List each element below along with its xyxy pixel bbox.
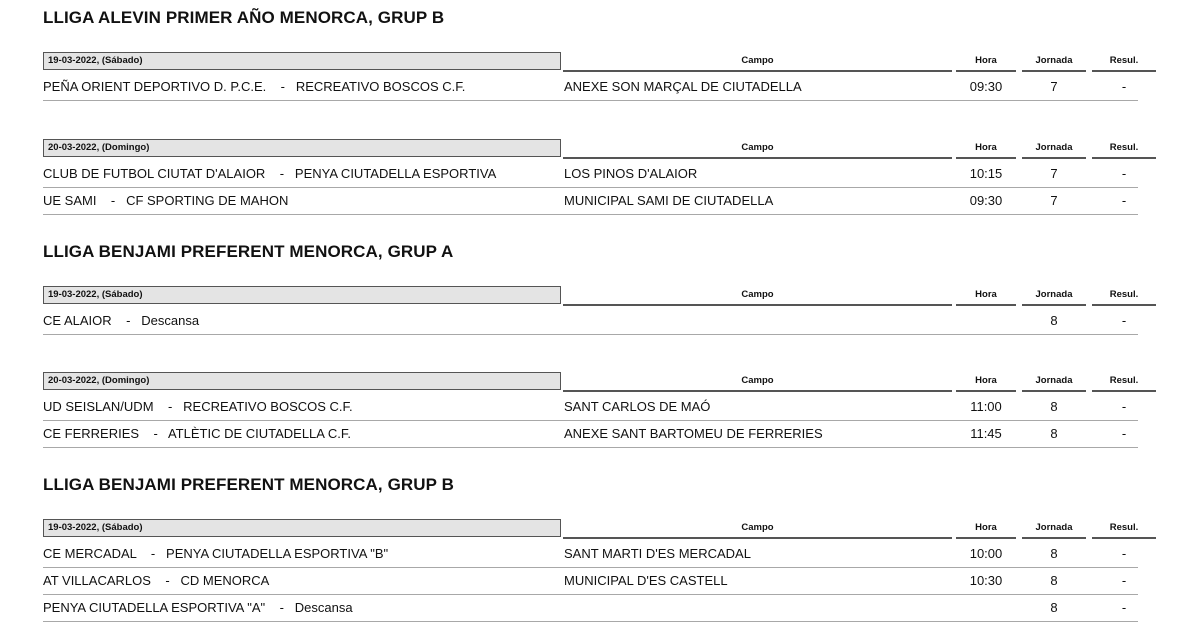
column-header-jornada: Jornada xyxy=(1022,141,1086,159)
column-header-hora: Hora xyxy=(956,288,1016,306)
match-result: - xyxy=(1121,600,1127,615)
match-result: - xyxy=(1121,573,1127,588)
match-teams: PEÑA ORIENT DEPORTIVO D. P.C.E. - RECREATIVO BOSCOS C.F. xyxy=(43,79,466,94)
match-teams: CE MERCADAL - PENYA CIUTADELLA ESPORTIVA "B" xyxy=(43,546,389,561)
match-teams: CE FERRERIES - ATLÈTIC DE CIUTADELLA C.F. xyxy=(43,426,351,441)
day-header xyxy=(43,286,1163,308)
column-header-jornada: Jornada xyxy=(1022,288,1086,306)
column-header-hora: Hora xyxy=(956,521,1016,539)
match-row xyxy=(43,161,1138,188)
match-row xyxy=(43,595,1138,622)
day-block xyxy=(43,139,1163,215)
match-jornada: 8 xyxy=(1050,546,1058,561)
match-campo: MUNICIPAL SAMI DE CIUTADELLA xyxy=(564,193,774,208)
match-campo: SANT CARLOS DE MAÓ xyxy=(564,399,711,414)
match-campo: MUNICIPAL D'ES CASTELL xyxy=(564,573,728,588)
match-hora: 11:00 xyxy=(970,399,1002,414)
match-row xyxy=(43,394,1138,421)
column-header-resul: Resul. xyxy=(1092,288,1156,306)
column-header-jornada: Jornada xyxy=(1022,521,1086,539)
match-jornada: 8 xyxy=(1050,426,1058,441)
column-header-resul: Resul. xyxy=(1092,521,1156,539)
match-jornada: 7 xyxy=(1050,166,1058,181)
match-result: - xyxy=(1121,426,1127,441)
day-block xyxy=(43,286,1163,335)
match-row xyxy=(43,421,1138,448)
date-label: 19-03-2022, (Sábado) xyxy=(43,286,561,304)
league-title: LLIGA ALEVIN PRIMER AÑO MENORCA, GRUP B xyxy=(43,8,445,27)
date-label: 20-03-2022, (Domingo) xyxy=(43,139,561,157)
match-teams: AT VILLACARLOS - CD MENORCA xyxy=(43,573,270,588)
date-label: 20-03-2022, (Domingo) xyxy=(43,372,561,390)
match-jornada: 8 xyxy=(1050,399,1058,414)
date-label: 19-03-2022, (Sábado) xyxy=(43,52,561,70)
day-header xyxy=(43,52,1163,74)
match-jornada: 7 xyxy=(1050,79,1058,94)
match-teams: CLUB DE FUTBOL CIUTAT D'ALAIOR - PENYA CIUTADELLA ESPORTIVA xyxy=(43,166,497,181)
day-block xyxy=(43,519,1163,622)
column-header-hora: Hora xyxy=(956,374,1016,392)
day-header xyxy=(43,139,1163,161)
match-jornada: 8 xyxy=(1050,573,1058,588)
match-row xyxy=(43,74,1138,101)
league-title: LLIGA BENJAMI PREFERENT MENORCA, GRUP A xyxy=(43,242,454,261)
column-header-campo: Campo xyxy=(563,141,952,159)
match-row xyxy=(43,541,1138,568)
match-campo: ANEXE SANT BARTOMEU DE FERRERIES xyxy=(564,426,823,441)
column-header-resul: Resul. xyxy=(1092,54,1156,72)
match-jornada: 7 xyxy=(1050,193,1058,208)
match-teams: PENYA CIUTADELLA ESPORTIVA "A" - Descansa xyxy=(43,600,353,615)
day-block xyxy=(43,52,1163,101)
match-hora: 10:15 xyxy=(969,166,1003,181)
day-header xyxy=(43,519,1163,541)
match-hora: 11:45 xyxy=(970,426,1002,441)
match-hora: 10:30 xyxy=(969,573,1003,588)
match-campo: LOS PINOS D'ALAIOR xyxy=(564,166,698,181)
match-hora: 09:30 xyxy=(969,79,1003,94)
match-row xyxy=(43,308,1138,335)
column-header-hora: Hora xyxy=(956,54,1016,72)
column-header-resul: Resul. xyxy=(1092,141,1156,159)
column-header-hora: Hora xyxy=(956,141,1016,159)
match-row xyxy=(43,568,1138,595)
day-block xyxy=(43,372,1163,448)
match-teams: UD SEISLAN/UDM - RECREATIVO BOSCOS C.F. xyxy=(43,399,353,414)
match-result: - xyxy=(1121,399,1127,414)
column-header-campo: Campo xyxy=(563,374,952,392)
match-campo: ANEXE SON MARÇAL DE CIUTADELLA xyxy=(564,79,802,94)
match-result: - xyxy=(1121,166,1127,181)
date-label: 19-03-2022, (Sábado) xyxy=(43,519,561,537)
match-result: - xyxy=(1121,546,1127,561)
match-result: - xyxy=(1121,193,1127,208)
match-teams: CE ALAIOR - Descansa xyxy=(43,313,200,328)
column-header-jornada: Jornada xyxy=(1022,374,1086,392)
day-header xyxy=(43,372,1163,394)
column-header-campo: Campo xyxy=(563,288,952,306)
column-header-campo: Campo xyxy=(563,521,952,539)
column-header-resul: Resul. xyxy=(1092,374,1156,392)
match-campo: SANT MARTI D'ES MERCADAL xyxy=(564,546,751,561)
match-jornada: 8 xyxy=(1050,600,1058,615)
match-result: - xyxy=(1121,313,1127,328)
match-jornada: 8 xyxy=(1050,313,1058,328)
match-result: - xyxy=(1121,79,1127,94)
match-row xyxy=(43,188,1138,215)
match-teams: UE SAMI - CF SPORTING DE MAHON xyxy=(43,193,289,208)
match-hora: 09:30 xyxy=(969,193,1003,208)
league-title: LLIGA BENJAMI PREFERENT MENORCA, GRUP B xyxy=(43,475,454,494)
match-hora: 10:00 xyxy=(969,546,1003,561)
column-header-campo: Campo xyxy=(563,54,952,72)
column-header-jornada: Jornada xyxy=(1022,54,1086,72)
